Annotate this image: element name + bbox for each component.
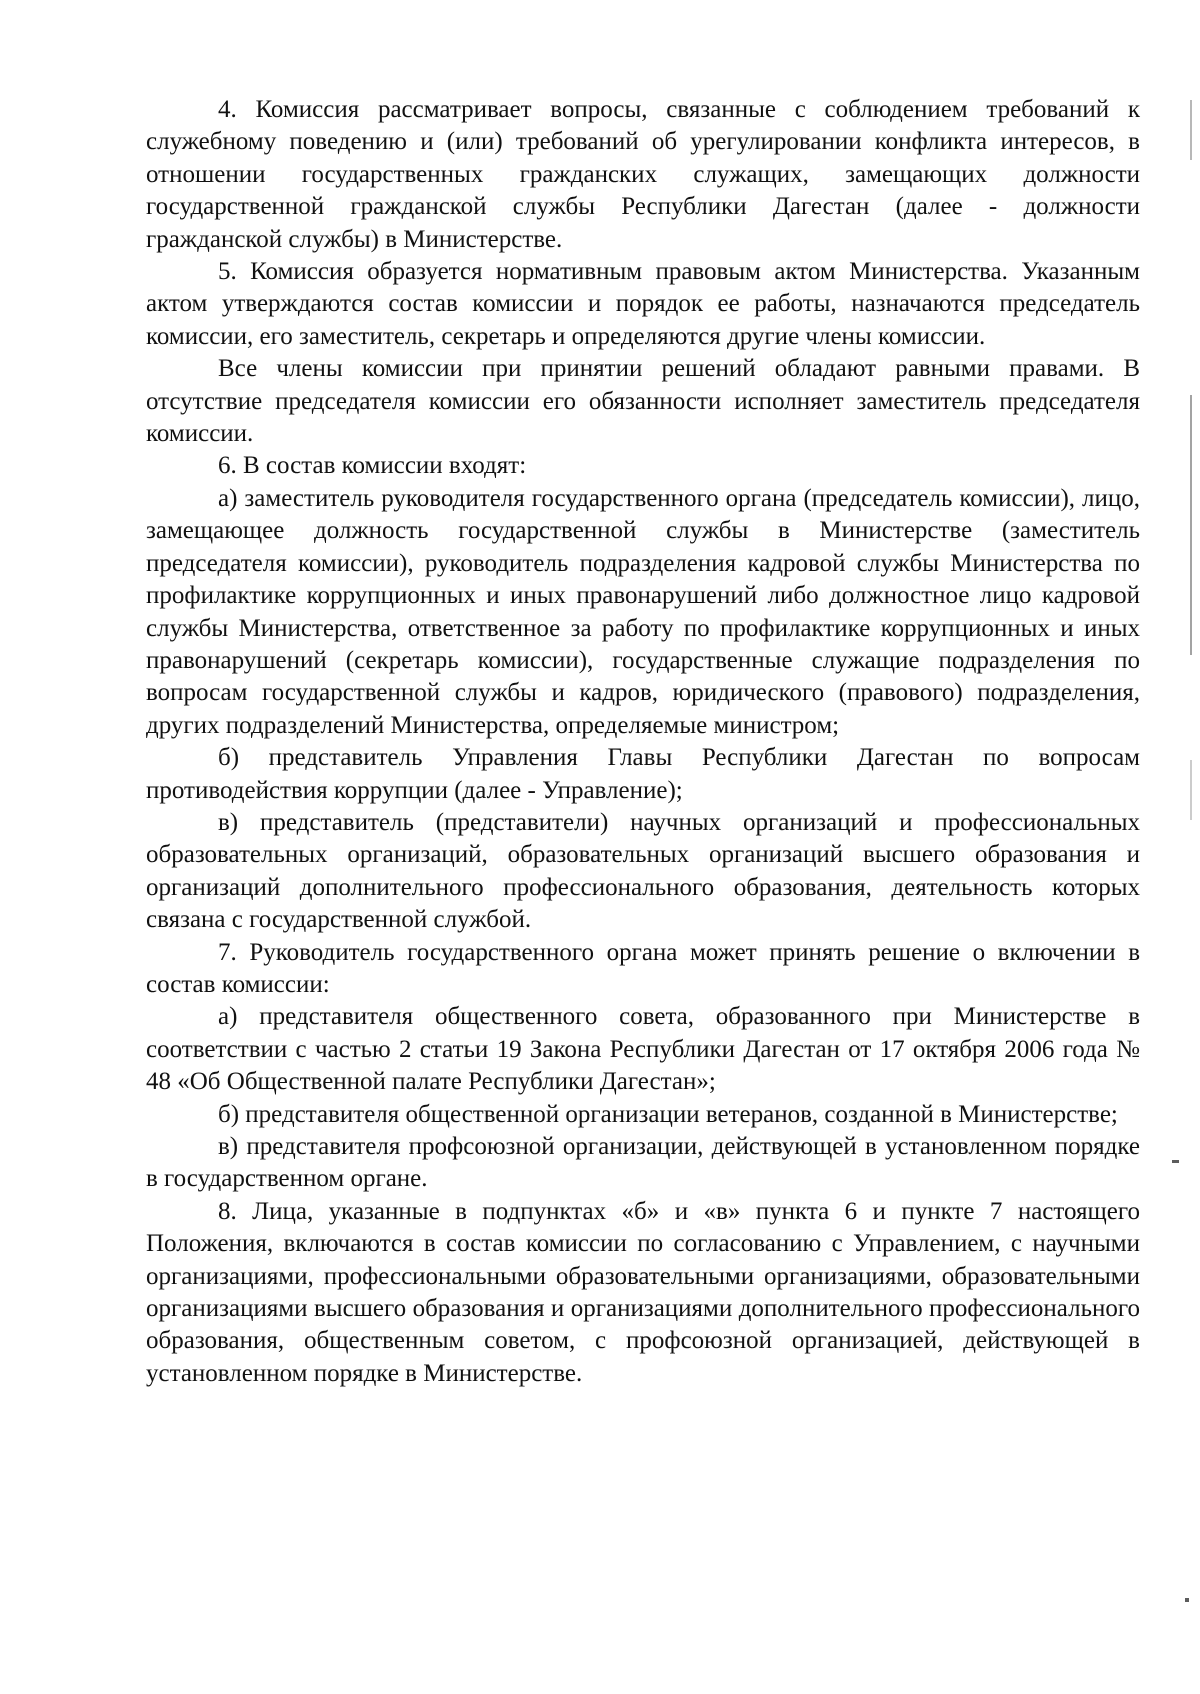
- paragraph-7-v: в) представителя профсоюзной организации, действующей в установленном порядке в государственном органе.: [146, 1133, 1140, 1193]
- paragraph-6-a: а) заместитель руководителя государственного органа (председатель комиссии), лицо, замещающее должность государственной службы в Министерстве (заместитель председателя комиссии), руководитель подразделения кадровой службы Министерства по профилактике коррупционных и иных правонарушений либо должностное лицо кадровой службы Министерства, ответственное за работу по профилактике коррупционных и иных правонарушений (секретарь комиссии), государственные служащие подразделения по вопросам государственной службы и кадров, юридического (правового) подразделения, других подразделений Министерства, определяемые министром;: [146, 484, 1140, 739]
- paragraph-5: 5. Комиссия образуется нормативным правовым актом Министерства. Указанным актом утверждаются состав комиссии и порядок ее работы, назначаются председатель комиссии, его заместитель, секретарь и определяются другие члены комиссии.: [146, 258, 1140, 350]
- scan-edge-mark: [1190, 100, 1192, 160]
- document-body: [146, 94, 1140, 1390]
- paragraph-7-a: а) представителя общественного совета, образованного при Министерстве в соответствии с частью 2 статьи 19 Закона Республики Дагестан от 17 октября 2006 года № 48 «Об Общественной палате Республики Дагестан»;: [146, 1003, 1140, 1096]
- paragraph-4: 4. Комиссия рассматривает вопросы, связанные с соблюдением требований к служебному поведению и (или) требований об урегулировании конфликта интересов, в отношении государственных гражданских служащих, замещающих должности государственной гражданской службы Республики Дагестан (далее - должности гражданской службы) в Министерстве.: [146, 96, 1140, 253]
- paragraph-6: 6. В состав комиссии входят:: [218, 452, 527, 480]
- paragraph-7-b: б) представителя общественной организации ветеранов, созданной в Министерстве;: [218, 1100, 1118, 1128]
- paragraph-5-equal-rights: Все члены комиссии при принятии решений обладают равными правами. В отсутствие председателя комиссии его обязанности исполняет заместитель председателя комиссии.: [146, 355, 1140, 448]
- scan-edge-mark: [1190, 395, 1192, 655]
- paragraph-8: 8. Лица, указанные в подпунктах «б» и «в» пункта 6 и пункте 7 настоящего Положения, включаются в состав комиссии по согласованию с Управлением, с научными организациями, профессиональными образовательными организациями, образовательными организациями высшего образования и организациями дополнительного профессионального образования, общественным советом, с профсоюзной организацией, действующей в установленном порядке в Министерстве.: [146, 1197, 1140, 1387]
- scan-edge-mark: [1190, 760, 1192, 820]
- paragraph-6-b: б) представитель Управления Главы Республики Дагестан по вопросам противодействия коррупции (далее - Управление);: [146, 744, 1140, 804]
- scan-edge-mark: [1172, 1160, 1179, 1163]
- paragraph-7: 7. Руководитель государственного органа может принять решение о включении в состав комиссии:: [146, 938, 1140, 998]
- paragraph-6-v: в) представитель (представители) научных организаций и профессиональных образовательных организаций, образовательных организаций высшего образования и организаций дополнительного профессионального образования, деятельность которых связана с государственной службой.: [146, 808, 1140, 934]
- scan-edge-mark: [1185, 1598, 1189, 1602]
